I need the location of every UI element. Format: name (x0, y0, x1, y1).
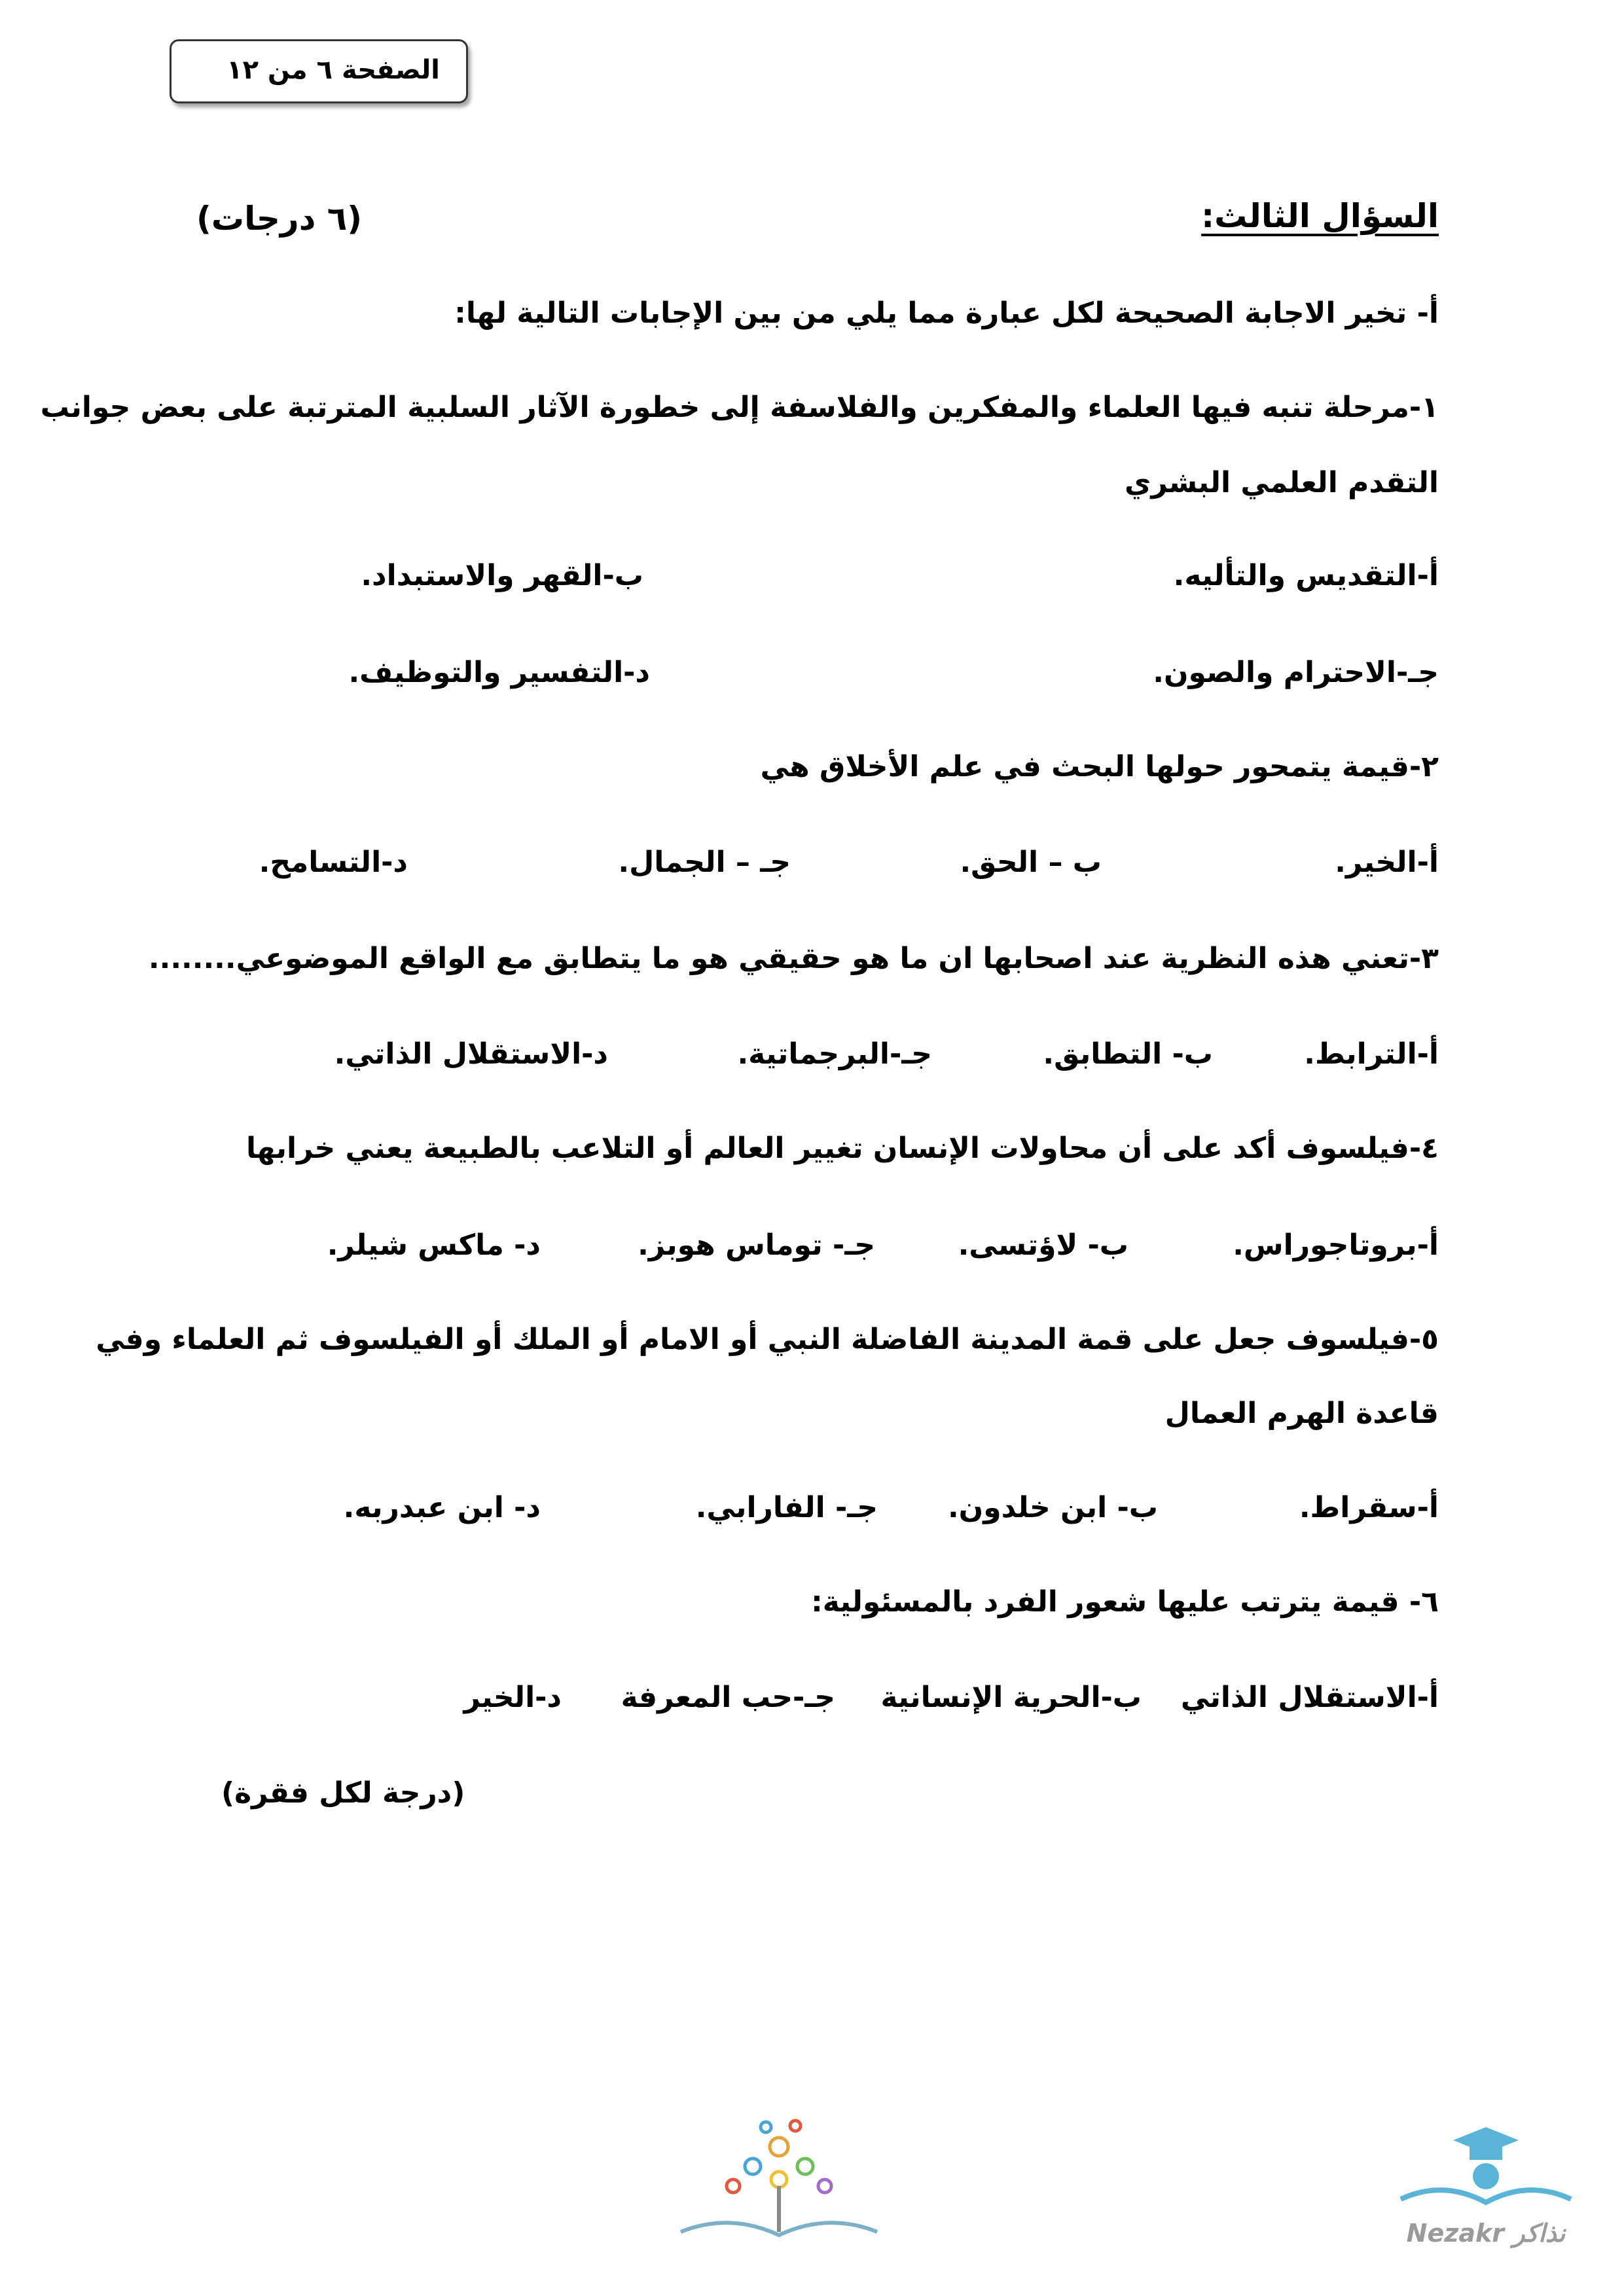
item-4-text: ٤-فيلسوف أكد على أن محاولات الإنسان تغيير العالم أو التلاعب بالطبيعة يعني خرابها (245, 1132, 1439, 1165)
item-1-option-c[interactable]: جـ-الاحترام والصون. (1153, 656, 1439, 689)
item-5-option-b[interactable]: ب- ابن خلدون. (947, 1491, 1158, 1524)
item-5-option-c[interactable]: جـ- الفارابي. (695, 1491, 878, 1524)
item-3-option-d[interactable]: د-الاستقلال الذاتي. (334, 1037, 608, 1071)
page-indicator: الصفحة ٦ من ١٢ (226, 55, 440, 85)
item-3-option-b[interactable]: ب- التطابق. (1043, 1037, 1213, 1071)
question-marks: (٦ درجات) (196, 200, 363, 238)
svg-text:Nezakr نذاكر: Nezakr نذاكر (1406, 2219, 1566, 2248)
item-2-option-b[interactable]: ب – الحق. (960, 846, 1102, 879)
item-1-text: ١-مرحلة تنبه فيها العلماء والمفكرين والفلاسفة إلى خطورة الآثار السلبية المترتبة على بعض جوانب (40, 391, 1439, 424)
nezakr-logo (1388, 2121, 1584, 2258)
item-6-option-b[interactable]: ب-الحرية الإنسانية (880, 1681, 1142, 1714)
item-4-option-d[interactable]: د- ماكس شيلر. (327, 1229, 541, 1262)
item-3-option-c[interactable]: جـ-البرجماتية. (737, 1037, 932, 1071)
item-5-text-cont: قاعدة الهرم العمال (1164, 1397, 1439, 1430)
item-4-option-a[interactable]: أ-بروتاجوراس. (1233, 1229, 1439, 1262)
item-1-text-cont: التقدم العلمي البشري (1125, 466, 1439, 499)
item-6-option-c[interactable]: جـ-حب المعرفة (621, 1681, 835, 1714)
item-1-option-b[interactable]: ب-القهر والاستبداد. (361, 559, 643, 592)
item-4-option-c[interactable]: جـ- توماس هوبز. (638, 1229, 875, 1262)
item-3-text: ٣-تعني هذه النظرية عند اصحابها ان ما هو حقيقي هو ما يتطابق مع الواقع الموضوعي........ (148, 942, 1439, 975)
item-5-text: ٥-فيلسوف جعل على قمة المدينة الفاضلة النبي أو الامام أو الملك أو الفيلسوف ثم العلماء وفي (96, 1323, 1439, 1356)
page-indicator-box (170, 39, 468, 103)
item-4-option-b[interactable]: ب- لاؤتسى. (958, 1229, 1128, 1262)
item-6-option-a[interactable]: أ-الاستقلال الذاتي (1180, 1681, 1439, 1714)
item-1-option-d[interactable]: د-التفسير والتوظيف. (348, 656, 650, 689)
item-2-option-a[interactable]: أ-الخير. (1335, 846, 1439, 879)
item-2-option-d[interactable]: د-التسامح. (259, 846, 408, 879)
question-title: السؤال الثالث: (1201, 197, 1439, 235)
instruction: أ- تخير الاجابة الصحيحة لكل عبارة مما يلي من بين الإجابات التالية لها: (454, 296, 1439, 330)
item-6-option-d[interactable]: د-الخير (463, 1681, 562, 1714)
item-6-text: ٦- قيمة يترتب عليها شعور الفرد بالمسئولية: (811, 1585, 1439, 1619)
item-3-option-a[interactable]: أ-الترابط. (1304, 1037, 1439, 1071)
item-1-option-a[interactable]: أ-التقديس والتأليه. (1173, 559, 1439, 592)
item-5-option-d[interactable]: د- ابن عبدربه. (343, 1491, 541, 1524)
grading-note: (درجة لكل فقرة) (221, 1776, 465, 1810)
item-5-option-a[interactable]: أ-سقراط. (1299, 1491, 1439, 1524)
item-2-option-c[interactable]: جـ – الجمال. (618, 846, 791, 879)
item-2-text: ٢-قيمة يتمحور حولها البحث في علم الأخلاق هي (760, 750, 1439, 783)
education-tree-logo (661, 2108, 897, 2245)
